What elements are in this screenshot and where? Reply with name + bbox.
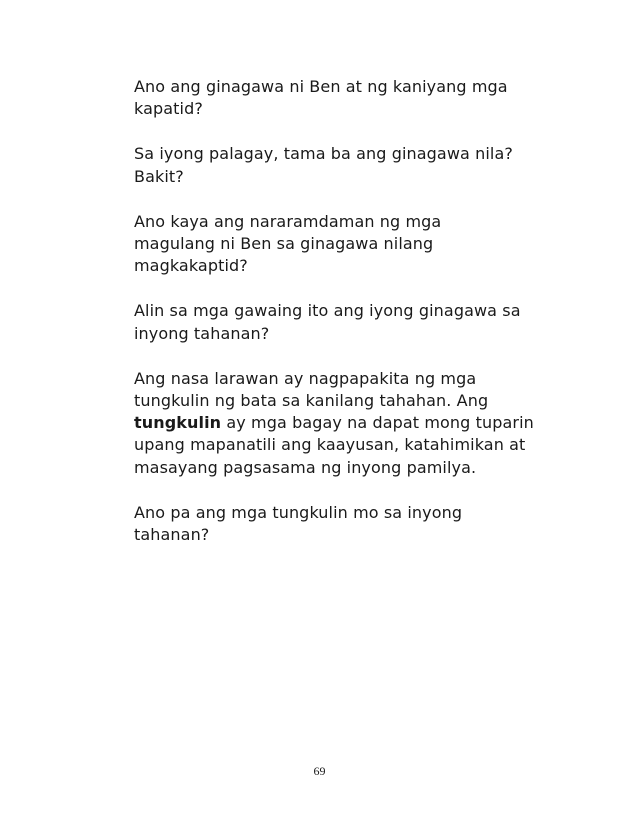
page-body [134, 76, 574, 569]
text-line: Ang nasa larawan ay nagpapakita ng mga [134, 368, 477, 388]
page-number: 69 [313, 764, 326, 778]
text-line: magulang ni Ben sa ginagawa nilang [134, 234, 434, 254]
text-line: Ano kaya ang nararamdaman ng mga [134, 211, 442, 231]
text-line: Ano ang ginagawa ni Ben at ng kaniyang mga [134, 77, 508, 96]
question-paragraph [134, 76, 574, 120]
text-line: masayang pagsasama ng inyong pamilya. [134, 457, 477, 477]
term-continuation: ay mga bagay na dapat mong tuparin [221, 413, 534, 433]
text-line: Alin sa mga gawaing ito ang iyong ginagawa sa [134, 301, 521, 321]
text-line: Sa iyong palagay, tama ba ang ginagawa nila? [134, 144, 513, 164]
bold-term: tungkulin [134, 413, 222, 433]
text-line: magkakaptid? [134, 256, 248, 276]
text-line: tahanan? [134, 525, 210, 545]
text-line: tungkulin ng bata sa kanilang tahahan. Ang [134, 391, 489, 411]
text-line: kapatid? [134, 99, 203, 119]
question-paragraph [134, 502, 574, 546]
definition-paragraph [134, 368, 574, 479]
text-line: inyong tahanan? [134, 323, 270, 343]
question-paragraph [134, 211, 574, 278]
question-paragraph [134, 143, 574, 187]
text-line-with-term [134, 412, 574, 434]
text-line: upang mapanatili ang kaayusan, katahimikan at [134, 435, 526, 455]
text-line: Ano pa ang mga tungkulin mo sa inyong [134, 502, 463, 522]
text-line: Bakit? [134, 166, 184, 186]
question-paragraph [134, 300, 574, 344]
